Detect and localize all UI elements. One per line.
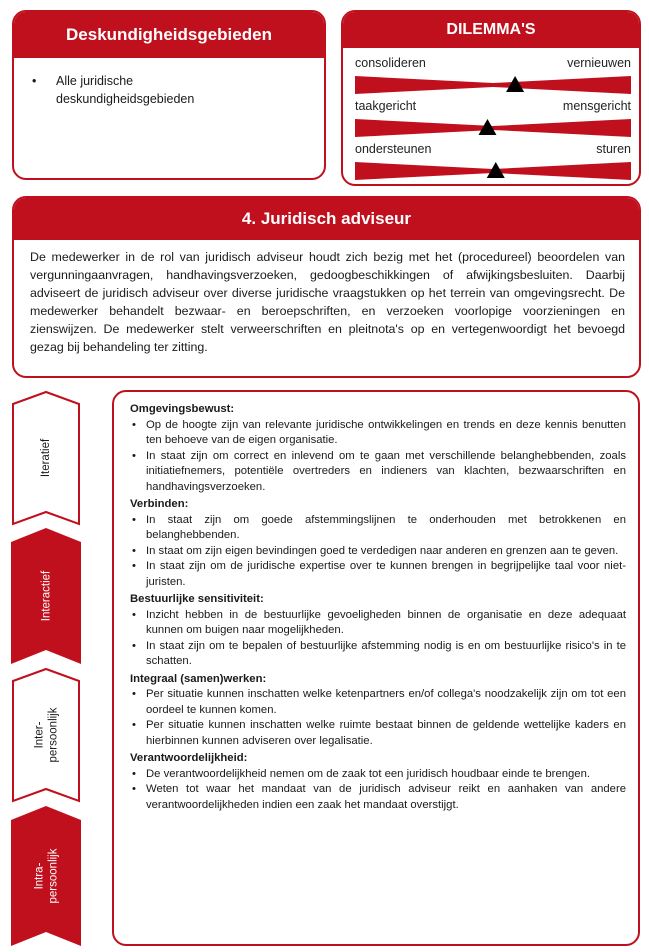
- tab-interpersoonlijk: [11, 667, 81, 803]
- competency-title: Verantwoordelijkheid:: [130, 752, 248, 764]
- competency-title: Bestuurlijke sensitiviteit:: [130, 593, 264, 605]
- competency-item: • Per situatie kunnen inschatten welke ketenpartners en/of collega's noodzakelijk zijn om tot een oordeel te kunnen komen.: [130, 687, 626, 718]
- role-title: 4. Juridisch adviseur: [14, 198, 639, 240]
- role-card: [12, 196, 641, 378]
- competency-item: • In staat zijn om correct en inlevend om te gaan met verschillende belanghebbenden, zoals initiatiefnemers, potentiële overtreders en indieners van klachten, bezwaarschriften en handhavingsverzoeken.: [130, 449, 626, 496]
- tab-interpersoonlijk-label: [32, 708, 60, 763]
- competency-item: • Inzicht hebben in de bestuurlijke gevoeligheden binnen de organisatie en deze adequaat kunnen om buigen naar mogelijkheden.: [130, 608, 626, 639]
- competency-title: Omgevingsbewust:: [130, 403, 235, 415]
- competency-section: [130, 672, 626, 750]
- tab-iteratief: [11, 390, 81, 526]
- competency-section: [130, 497, 626, 590]
- competency-section: [130, 592, 626, 670]
- dilemmas-card: [341, 10, 641, 186]
- dilemma-scale: [355, 117, 631, 139]
- dilemma-right-label: sturen: [596, 142, 631, 156]
- tab-intrapersoonlijk: [11, 806, 81, 946]
- tab-label-line-1: Inter-: [32, 721, 45, 749]
- dilemma-left-label: ondersteunen: [355, 142, 432, 156]
- expertise-areas-list: [14, 58, 324, 108]
- dilemma-left-label: consolideren: [355, 56, 426, 70]
- tab-intrapersoonlijk-label: [32, 849, 60, 904]
- dilemmas-title: DILEMMA'S: [343, 12, 639, 48]
- expertise-areas-card: [12, 10, 326, 180]
- competency-title: Integraal (samen)werken:: [130, 672, 267, 685]
- dilemma-row-1: [355, 56, 631, 96]
- dilemma-row-2: [355, 99, 631, 139]
- competency-item: • In staat zijn om te bepalen of bestuurlijke afstemming nodig is en om bestuurlijke risico's in te schatten.: [130, 639, 626, 670]
- competency-item: • In staat om zijn eigen bevindingen goed te verdedigen naar anderen en grenzen aan te geven.: [130, 544, 626, 560]
- competency-title: Verbinden:: [130, 498, 189, 510]
- expertise-areas-title: Deskundigheidsgebieden: [14, 12, 324, 58]
- competency-section: [130, 751, 626, 813]
- competency-item: • In staat zijn om de juridische expertise over te kunnen brengen in begrijpelijke taal voor niet-juristen.: [130, 559, 626, 590]
- role-description: De medewerker in de rol van juridisch adviseur houdt zich bezig met het (procedureel) beoordelen van vergunningaanvragen, handhavingsverzoeken, gedoogbeschikkingen of afwijkingsbesluiten. Daarbij adviseert de juridisch adviseur over diverse juridische vraagstukken op het terrein van omgevingsrecht. De medewerker behandelt bezwaar- en beroepschriften, en verzoeken voorlopige voorzieningen en zienswijzen. De medewerker stelt verweerschriften en pleitnota's op en vertegenwoordigt het bevoegd gezag bij behandeling ter zitting.: [30, 250, 625, 354]
- tab-label-line-1: Intra-: [32, 862, 45, 890]
- competency-item: • In staat zijn om goede afstemmingslijnen te onderhouden met betrokkenen en belanghebbenden.: [130, 513, 626, 544]
- tab-interactief-label: Interactief: [40, 570, 52, 622]
- competency-item: • Op de hoogte zijn van relevante juridische ontwikkelingen en trends en deze kennis benutten ten behoeve van de eigen organisatie.: [130, 418, 626, 449]
- dilemma-scale: [355, 74, 631, 96]
- dilemma-right-label: vernieuwen: [567, 56, 631, 70]
- tab-label-line-2: persoonlijk: [46, 848, 59, 904]
- tab-iteratief-label: Iteratief: [39, 438, 52, 478]
- competency-item: • De verantwoordelijkheid nemen om de zaak tot een juridisch houdbaar einde te brengen.: [130, 767, 626, 783]
- competency-item: • Per situatie kunnen inschatten welke ruimte bestaat binnen de geldende wettelijke kaders en hierbinnen kunnen adviseren over legalisatie.: [130, 718, 626, 749]
- dilemma-left-label: taakgericht: [355, 99, 417, 113]
- competency-item: • Weten tot waar het mandaat van de juridisch adviseur reikt en aanhaken van andere verantwoordelijkheden indien een zaak het mandaat overstijgt.: [130, 782, 626, 813]
- expertise-area-item: • Alle juridische deskundigheidsgebieden: [32, 72, 232, 108]
- competencies-card: [112, 390, 640, 946]
- dilemma-scale: [355, 160, 631, 182]
- tab-label-line-2: persoonlijk: [46, 707, 59, 763]
- dilemma-row-3: [355, 142, 631, 182]
- tab-interactief: [11, 528, 81, 664]
- competency-section: [130, 402, 626, 495]
- dilemma-right-label: mensgericht: [562, 99, 631, 113]
